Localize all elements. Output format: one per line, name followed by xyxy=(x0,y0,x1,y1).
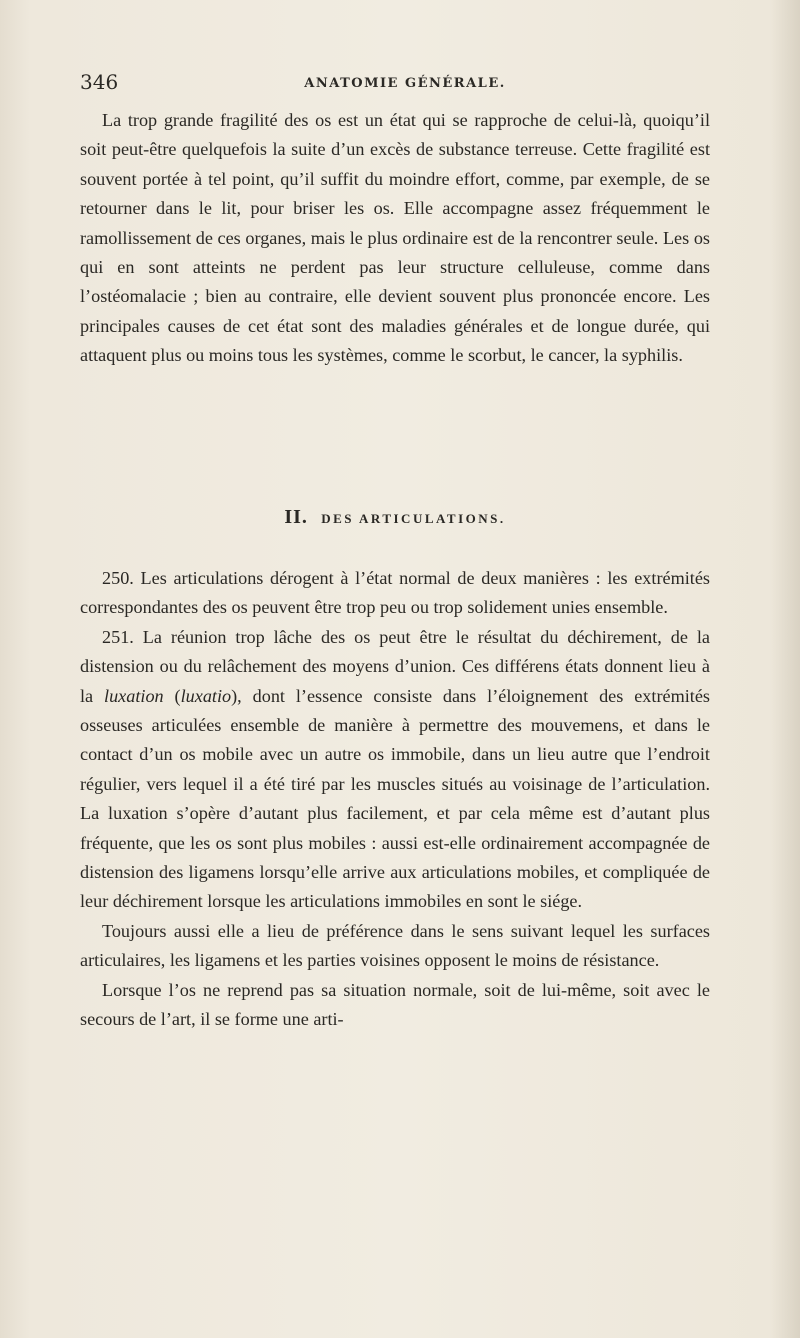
paragraph-251-paren: ( xyxy=(163,685,181,706)
paragraph-fragility: La trop grande fragilité des os est un état qui se rapproche de celui-là, quoiqu’il soit peut-être quelquefois la suite d’un excès de substance terreuse. Cette fragilité est souvent portée à tel point, qu’il suffit du moindre effort, comme, par exemple, de se retourner dans le lit, pour briser les os. Elle accompagne assez fréquemment le ramollissement de ces organes, mais le plus ordinaire est de la rencontrer seule. Les os qui en sont atteints ne perdent pas leur structure celluleuse, comme dans l’ostéomalacie ; bien au contraire, elle devient souvent plus prononcée encore. Les principales causes de cet état sont des maladies générales et de longue durée, qui attaquent plus ou moins tous les systèmes, comme le scorbut, le cancer, la syphilis. xyxy=(80,110,710,366)
section-number: II. xyxy=(284,506,308,528)
page-number: 346 xyxy=(80,70,119,94)
section-title: DES ARTICULATIONS. xyxy=(321,511,506,526)
paragraph-251-start: 251. La réunion trop lâche des os peut être le résultat du déchirement, de la distension ou du relâchement des moyens d’union. Ces différens états donnent lieu à la xyxy=(80,626,710,706)
running-title: ANATOMIE GÉNÉRALE. xyxy=(304,76,506,91)
paragraph-251-end: ), dont l’essence consiste dans l’éloignement des extrémités osseuses articulées ensemble de manière à permettre des mouvemens, et dans le contact d’un os mobile avec un autre os immobile, dans un lieu autre que l’endroit régulier, vers lequel il a été tiré par les muscles situés au voisinage de l’articulation. La luxation s’opère d’autant plus facilement, et par cela même est d’autant plus fréquente, que les os sont plus mobiles : aussi est-elle ordinairement accompagnée de distension des ligamens lorsqu’elle arrive aux articulations mobiles, et compliquée de leur déchirement lorsque les articulations immobiles en sont le siége. xyxy=(80,685,710,912)
term-luxatio: luxatio xyxy=(180,685,232,706)
section-heading xyxy=(80,506,710,529)
paragraph-toujours: Toujours aussi elle a lieu de préférence dans le sens suivant lequel les surfaces articulaires, les ligamens et les parties voisines opposent le moins de résistance. xyxy=(80,920,710,971)
paragraph-250: 250. Les articulations dérogent à l’état normal de deux manières : les extrémités correspondantes des os peuvent être trop peu ou trop solidement unies ensemble. xyxy=(80,568,710,618)
body-text-top xyxy=(80,106,710,371)
page-header xyxy=(80,70,730,100)
paragraph-251 xyxy=(80,623,710,917)
body-text-articulations xyxy=(80,564,710,1035)
paragraph-lorsque: Lorsque l’os ne reprend pas sa situation normale, soit de lui-même, soit avec le secours de l’art, il se forme une arti- xyxy=(80,979,710,1030)
term-luxation: luxation xyxy=(104,685,164,706)
